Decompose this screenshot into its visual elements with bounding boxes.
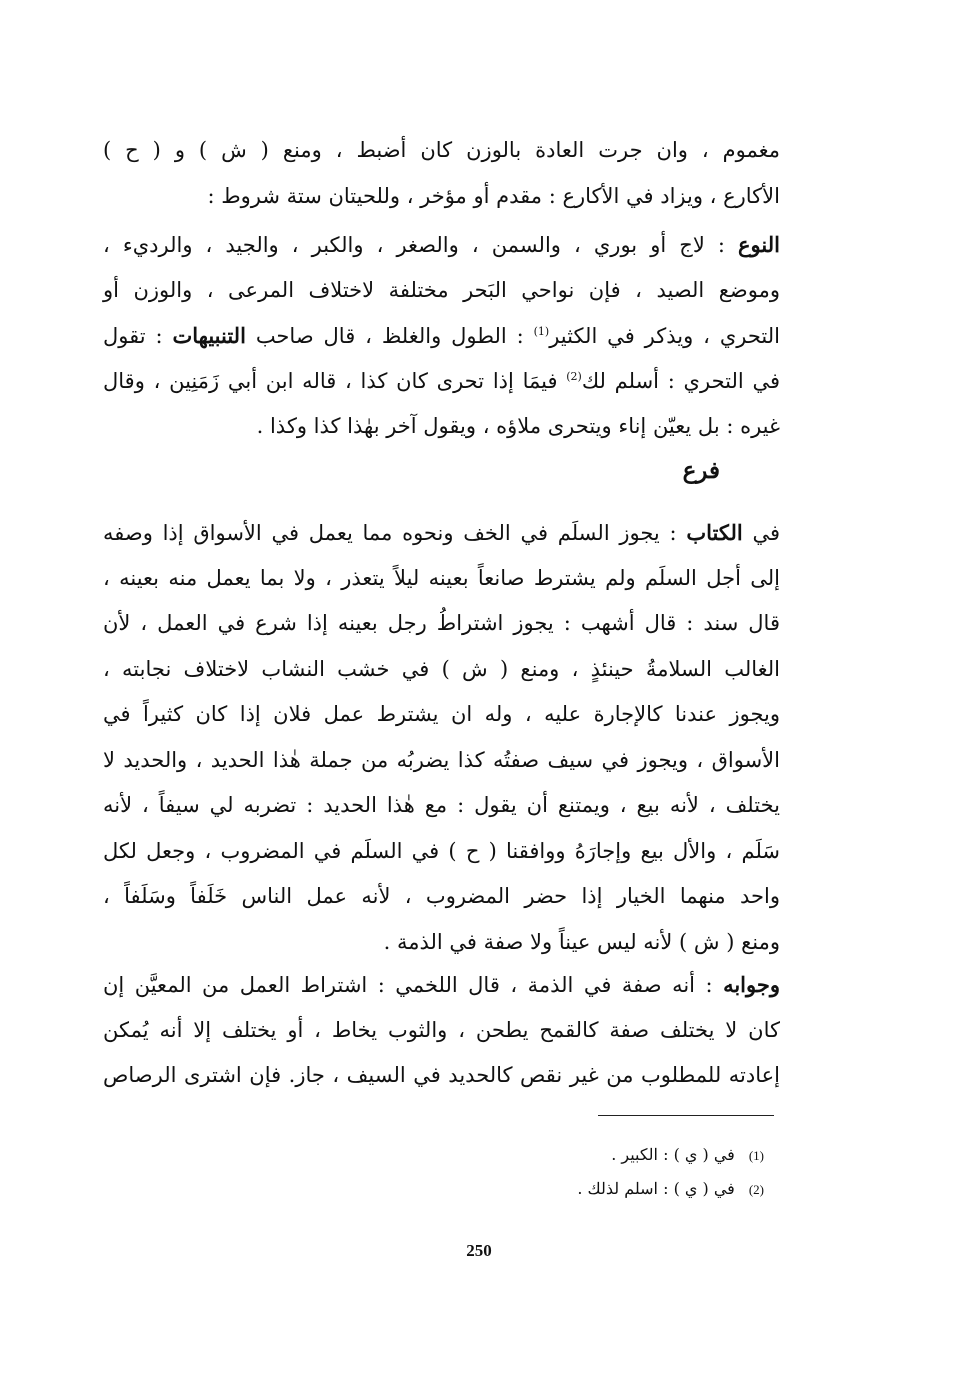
footnote-separator (598, 1115, 774, 1116)
text-line: مغموم ، وان جرت العادة بالوزن كان أضبط ، ومنع ( ش ) و ( ح ) (103, 138, 780, 162)
text-line: وموضع الصيد ، فإن نواحي البَحر مختلفة لاختلاف المرعى ، والوزن أو (103, 277, 780, 302)
text-line (103, 222, 780, 268)
text-line: سَلَم ، والأل بيع وإجارَهُ ووافقنا ( ح ) في السلَم في المضروب ، وجعل لكل (103, 838, 780, 863)
jawab-paragraph (103, 962, 780, 1099)
footnote-ref-2[interactable]: (2) (566, 369, 582, 383)
footnote-text: في ( ي ) : اسلم لذلك . (577, 1179, 735, 1198)
text-run: : لاج أو بوري ، والسمن ، والصغر ، والكبر ، والجيد ، والرديء ، (103, 233, 725, 257)
text-line: واحد منهما الخيار إذا حضر المضروب ، لأنه عمل الناس خَلَفاً وسَلَفاً ، (103, 884, 780, 908)
section-heading: فرع (682, 457, 720, 484)
footnote-item (577, 1138, 764, 1172)
text-line: ويجوز عندنا كالإجارة عليه ، وله ان يشترط عمل فلان إذا كان كثيراً في (103, 702, 780, 726)
text-line: إلى أجل السلَم ولم يشترط صانعاً بعينه ليلاً يتعذر ، ولا بما يعمل منه بعينه ، (103, 565, 780, 590)
text-line: الأكارع ، ويزاد في الأكارع : مقدم أو مؤخر ، وللحيتان ستة شروط : (207, 183, 780, 208)
footnote-number: (2) (748, 1182, 764, 1197)
text-run: : أنه صفة في الذمة ، قال اللخمي : اشتراط العمل من المعيَّن إن (103, 973, 713, 997)
kitab-paragraph (103, 510, 780, 965)
term-jawab: وجوابه (723, 972, 780, 997)
top-paragraph (103, 128, 780, 219)
text-line: يختلف ، لأنه بيع ، ويمتنع أن يقول : مع هٰذا الحديد : تضربه لي سيفاً ، لأنه (103, 793, 780, 817)
text-line (103, 313, 780, 359)
text-run: في (752, 521, 780, 545)
text-run: : يجوز السلَم في الخف ونحوه مما يعمل في الأسواق إذا وصفه (103, 521, 677, 545)
term-tanbihat: التنبيهات (172, 323, 246, 348)
text-line: قال سند : قال أشهب : يجوز اشتراطُ رجل بعينه إذا شرع في العمل ، لأن (103, 611, 780, 635)
text-run: التحري ، ويذكر في الكثير (549, 324, 780, 348)
term-naw: النوع (738, 232, 780, 257)
footnote-number: (1) (748, 1148, 764, 1163)
text-line: كان لا يختلف صفة كالقمح يطحن ، والثوب يخاط ، أو يختلف إلا أنه يُمكن (103, 1017, 780, 1042)
text-run: فيمَا إذا تحرى كان كذا ، قاله ابن أبي زَمَنِين ، وقال (103, 368, 558, 393)
text-line: غيره : بل يعيّن إناء ويتحرى ملاؤه ، ويقول آخر بهٰذا كذا وكذا . (256, 414, 780, 438)
term-kitab: الكتاب (686, 520, 743, 545)
text-run: في التحري : أسلم لك (581, 368, 780, 393)
text-line (103, 962, 780, 1008)
text-line (103, 510, 780, 556)
text-line: إعادته للمطلوب من غير نقص كالحديد في السيف ، جاز. فإن اشترى الرصاص (103, 1063, 780, 1087)
text-line: الأسواق ، ويجوز في سيف صفتُه كذا يضربُه من جملة هٰذا الحديد ، والحديد لا (103, 747, 780, 772)
naw-paragraph (103, 222, 780, 450)
footnote-item (577, 1172, 764, 1206)
text-line: الغالب السلامةُ حينئذٍ ، ومنع ( ش ) في خشب النشاب لاختلاف نجابته ، (103, 656, 780, 681)
text-run: : الطول والغلظ ، قال صاحب (255, 324, 524, 348)
text-line (103, 359, 780, 405)
page-number: 250 (466, 1241, 492, 1260)
footnote-text: في ( ي ) : الكبير . (611, 1145, 735, 1164)
footnotes (577, 1138, 764, 1206)
text-line: ومنع ( ش ) لأنه ليس عيناً ولا صفة في الذمة . (383, 929, 780, 954)
footnote-ref-1[interactable]: (1) (533, 325, 550, 338)
text-run: : تقول (103, 324, 163, 348)
